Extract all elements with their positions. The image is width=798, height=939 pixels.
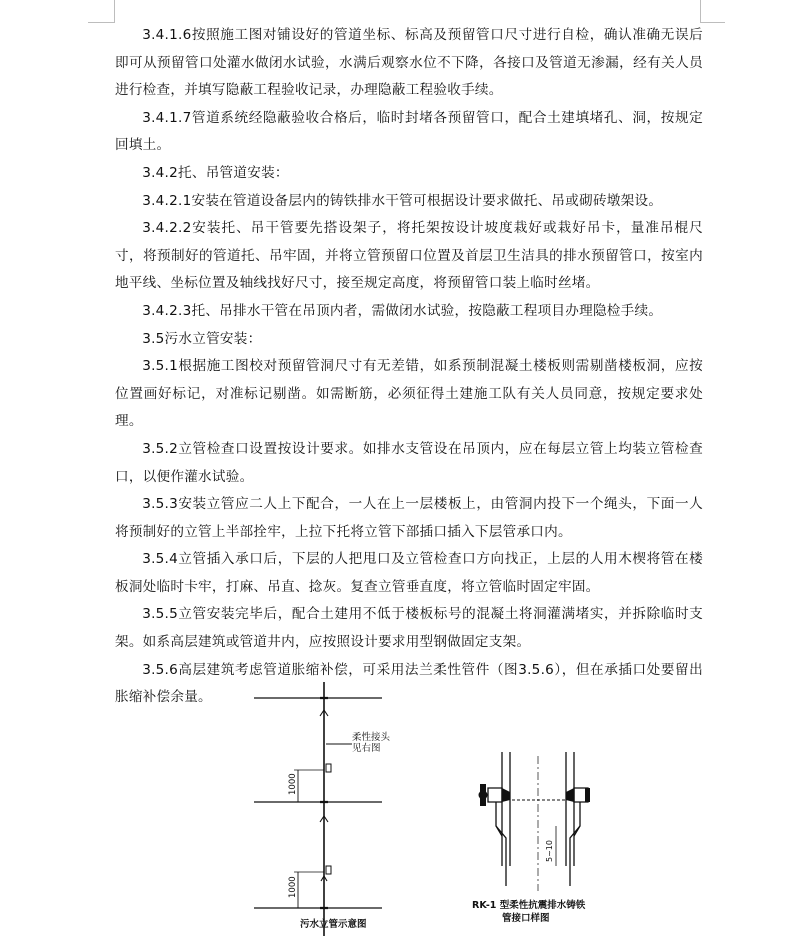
riser-schematic [254,682,382,936]
figure-3-5-6 [240,676,660,939]
paragraph-3-4-2-3: 3.4.2.3托、吊排水干管在吊顶内者，需做闭水试验，按隐蔽工程项目办理隐检手续。 [142,302,663,319]
inspection-port-lower [326,866,331,874]
flange-left [488,788,502,802]
heading-3-4-2: 3.4.2托、吊管道安装： [142,164,289,181]
caption-riser-schematic: 污水立管示意图 [300,919,367,930]
figure-drawing [240,676,660,939]
caption-rk1-line1: RK-1 型柔性抗震排水铸铁 [472,900,586,911]
rk1-joint-drawing [488,752,588,891]
paragraph-3-5-2: 3.5.2立管检查口设置按设计要求。如排水支管设在吊顶内，应在每层立管上均装立管检查口，以便作灌水试验。 [115,440,703,485]
paragraph-3-4-2-1: 3.4.2.1安装在管道设备层内的铸铁排水干管可根据设计要求做托、吊或砌砖墩架设。 [142,192,663,209]
gasket-right [566,788,574,802]
paragraph-3-5-3: 3.5.3安装立管应二人上下配合，一人在上一层楼板上，由管洞内投下一个绳头，下面一人将预制好的立管上半部拴牢，上拉下托将立管下部插口插入下层管承口内。 [115,496,703,540]
caption-rk1-line2: 管接口样图 [502,913,550,924]
paragraph-3-4-2-2: 3.4.2.2安装托、吊干管要先搭设架子，将托架按设计坡度栽好或栽好吊卡，量准吊棍尺寸，将预制好的管道托、吊牢固，并将立管预留口位置及首层卫生洁具的排水预留管口，按室内地平线、坐标位置及轴线找好尺寸，接至规定高度，将预留管口装上临时丝堵。 [115,220,703,292]
label-see-right-figure: 见右图 [352,743,381,754]
paragraph-3-5-5: 3.5.5立管安装完毕后，配合土建用不低于楼板标号的混凝土将洞灌满堵实，并拆除临时支架。如系高层建筑或管道井内，应按照设计要求用型钢做固定支架。 [115,606,703,651]
paragraph-3-5-1: 3.5.1根据施工图校对预留管洞尺寸有无差错，如系预制混凝土楼板则需剔凿楼板洞，应按位置画好标记，对准标记剔凿。如需断筋，必须征得土建施工队有关人员同意，按规定要求处理。 [115,358,703,430]
bolt-head-left [479,791,488,800]
dimension-gap: 5~10 [545,840,554,862]
label-flexible-joint: 柔性接头 [352,732,391,743]
heading-3-5: 3.5污水立管安装： [142,330,262,347]
dimension-lower: 1000 [288,876,298,898]
bolt-right [585,788,590,802]
paragraph-3-5-6: 3.5.6高层建筑考虑管道胀缩补偿，可采用法兰柔性管件（图3.5.6），但在承插口处要留出胀缩补偿余量。 [115,661,703,706]
dimension-upper: 1000 [288,773,298,795]
bolt-and-gasket-fills [479,784,591,806]
paragraph-3-4-1-7: 3.4.1.7管道系统经隐蔽验收合格后，临时封堵各预留管口，配合土建填堵孔、洞，按规定回填土。 [115,109,703,154]
gasket-left [502,788,510,802]
paragraph-3-4-1-6: 3.4.1.6按照施工图对铺设好的管道坐标、标高及预留管口尺寸进行自检，确认准确无误后即可从预留管口处灌水做闭水试验，水满后观察水位不下降，各接口及管道无渗漏，经有关人员进行检查，并填写隐蔽工程验收记录，办理隐蔽工程验收手续。 [115,27,703,99]
margin-corner-mark-top-right [700,0,725,23]
inspection-port-upper [326,764,331,772]
document-body-text [115,22,703,712]
margin-corner-mark-top-left [88,0,115,23]
paragraph-3-5-4: 3.5.4立管插入承口后，下层的人把甩口及立管检查口方向找正，上层的人用木楔将管在楼板洞处临时卡牢，打麻、吊直、捻灰。复查立管垂直度，将立管临时固定牢固。 [115,551,703,595]
